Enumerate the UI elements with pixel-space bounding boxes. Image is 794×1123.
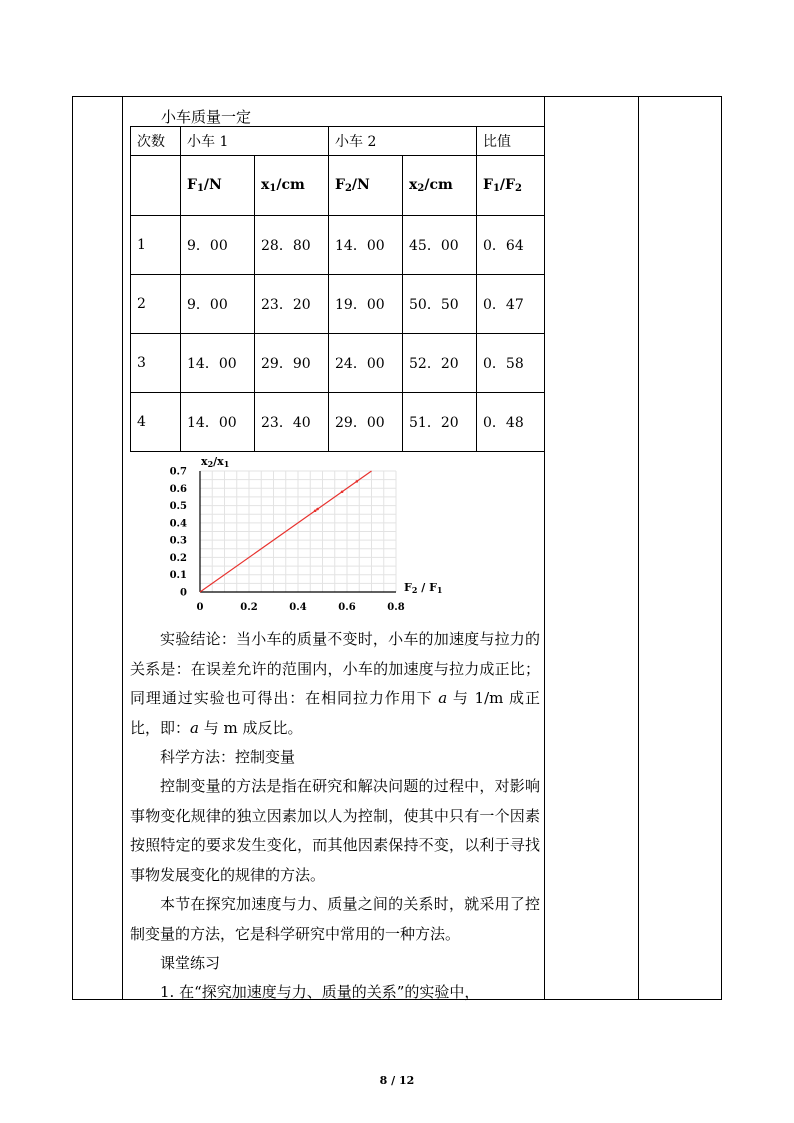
experiment-data-table bbox=[130, 126, 545, 452]
header-car1: 小车 1 bbox=[181, 127, 329, 156]
table-cell: 9．00 bbox=[181, 275, 255, 334]
x-tick-label: 0.2 bbox=[240, 602, 258, 613]
header-count: 次数 bbox=[131, 127, 181, 156]
header-car2: 小车 2 bbox=[329, 127, 477, 156]
y-tick-label: 0.7 bbox=[169, 466, 187, 478]
data-point bbox=[314, 509, 317, 512]
table-row bbox=[131, 393, 545, 452]
table-cell: 2 bbox=[131, 275, 181, 334]
table-cell: 14．00 bbox=[181, 393, 255, 452]
y-tick-label: 0.3 bbox=[169, 535, 187, 547]
table-cell: 52．20 bbox=[403, 334, 477, 393]
data-point bbox=[316, 508, 319, 511]
x-tick-label: 0 bbox=[196, 602, 204, 613]
y-tick-label: 0.5 bbox=[169, 501, 187, 513]
table-cell: 0．64 bbox=[477, 216, 545, 275]
y-tick-label: 0 bbox=[180, 587, 187, 599]
table-row bbox=[131, 275, 545, 334]
table-cell: 4 bbox=[131, 393, 181, 452]
table-subheader-row bbox=[131, 156, 545, 216]
exercise-1: 1. 在“探究加速度与力、质量的关系”的实验中， bbox=[160, 983, 480, 1001]
table-cell: 29．90 bbox=[255, 334, 329, 393]
subheader-x1: $x_1/cm$ bbox=[255, 156, 329, 216]
ratio-line-chart bbox=[160, 450, 460, 618]
section-note: 本节在探究加速度与力、质量之间的关系时，就采用了控制变量的方法，它是科学研究中常用的一种方法。 bbox=[130, 895, 540, 943]
data-point bbox=[341, 490, 344, 493]
table-cell: 14．00 bbox=[329, 216, 403, 275]
x-tick-label: 0.6 bbox=[338, 602, 356, 613]
table-cell: 45．00 bbox=[403, 216, 477, 275]
table-cell: 9．00 bbox=[181, 216, 255, 275]
subheader-ratio: $F_1/F_2$ bbox=[477, 156, 545, 216]
data-point bbox=[356, 480, 359, 483]
table-cell: 23．40 bbox=[255, 393, 329, 452]
page-number: 8 / 12 bbox=[379, 1074, 415, 1087]
column-divider bbox=[638, 96, 639, 1000]
table-cell: 14．00 bbox=[181, 334, 255, 393]
table-row bbox=[131, 216, 545, 275]
table-cell: 0．58 bbox=[477, 334, 545, 393]
table-cell: 19．00 bbox=[329, 275, 403, 334]
table-cell: 1 bbox=[131, 216, 181, 275]
table-cell: 3 bbox=[131, 334, 181, 393]
method-title: 科学方法：控制变量 bbox=[160, 748, 296, 766]
table-cell: 23．20 bbox=[255, 275, 329, 334]
table-cell: 0．47 bbox=[477, 275, 545, 334]
table-row bbox=[131, 334, 545, 393]
practice-title: 课堂练习 bbox=[160, 954, 221, 972]
chart-grid bbox=[200, 471, 396, 592]
x-tick-label: 0.8 bbox=[387, 602, 405, 613]
table-cell: 0．48 bbox=[477, 393, 545, 452]
method-body: 控制变量的方法是指在研究和解决问题的过程中，对影响事物变化规律的独立因素加以人为控制，使其中只有一个因素按照特定的要求发生变化，而其他因素保持不变，以利于寻找事物发展变化的规律的方法。 bbox=[130, 777, 540, 884]
x-axis-label: F2 / F1 bbox=[404, 581, 443, 595]
y-axis-label: x2/x1 bbox=[201, 455, 230, 469]
table-cell: 50．50 bbox=[403, 275, 477, 334]
y-tick-label: 0.6 bbox=[169, 483, 187, 495]
header-ratio: 比值 bbox=[477, 127, 545, 156]
y-tick-label: 0.2 bbox=[169, 552, 187, 564]
section-heading: 小车质量一定 bbox=[161, 108, 252, 126]
table-header-row bbox=[131, 127, 545, 156]
table-cell: 24．00 bbox=[329, 334, 403, 393]
table-cell: 29．00 bbox=[329, 393, 403, 452]
y-tick-label: 0.1 bbox=[169, 570, 187, 582]
subheader-f1: $F_1/N$ bbox=[181, 156, 255, 216]
y-tick-label: 0.4 bbox=[169, 518, 187, 530]
x-tick-label: 0.4 bbox=[289, 602, 307, 613]
table-cell: 51．20 bbox=[403, 393, 477, 452]
subheader-f2: $F_2/N$ bbox=[329, 156, 403, 216]
table-cell: 28．80 bbox=[255, 216, 329, 275]
column-divider bbox=[122, 96, 123, 1000]
conclusion-paragraph: 实验结论：当小车的质量不变时，小车的加速度与拉力的关系是：在误差允许的范围内，小车的加速度与拉力成正比；同理通过实验也可得出：在相同拉力作用下 a 与 1/m 成正比，即：a 与 m 成反比。 bbox=[130, 630, 540, 737]
subheader-x2: $x_2/cm$ bbox=[403, 156, 477, 216]
